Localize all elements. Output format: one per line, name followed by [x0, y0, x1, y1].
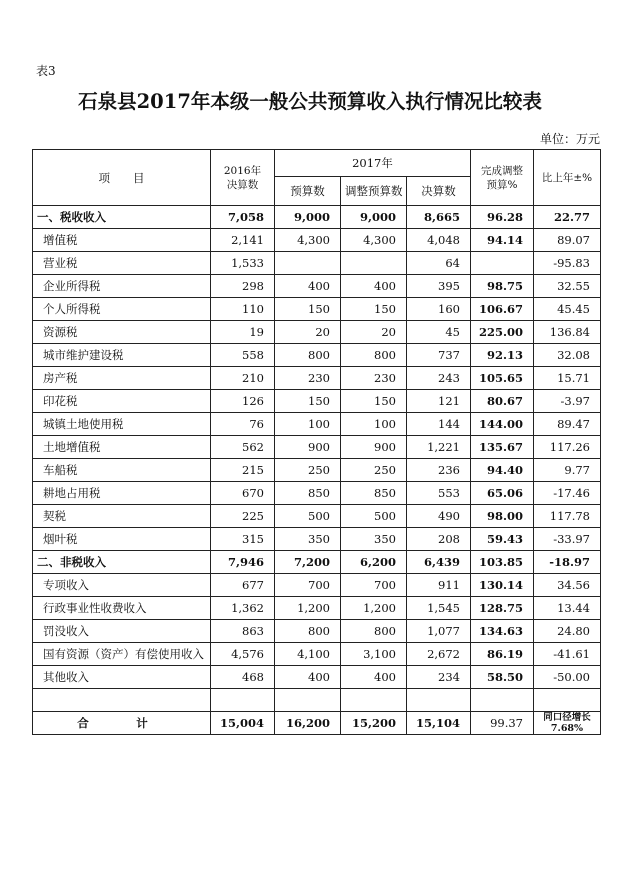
cell-actual: 1,077	[407, 620, 471, 643]
cell-actual: 737	[407, 344, 471, 367]
cell-change: 89.07	[534, 229, 601, 252]
cell-completion: 92.13	[471, 344, 534, 367]
total-y2016: 15,004	[211, 712, 275, 735]
cell-actual: 236	[407, 459, 471, 482]
cell-y2016: 863	[211, 620, 275, 643]
table-row	[33, 321, 601, 344]
row-item-name: 耕地占用税	[33, 482, 211, 505]
table-row	[33, 436, 601, 459]
table-row	[33, 528, 601, 551]
cell-budget: 400	[275, 666, 341, 689]
header-item: 项 目	[33, 150, 211, 206]
cell-adjusted: 800	[341, 344, 407, 367]
cell-actual: 4,048	[407, 229, 471, 252]
total-budget: 16,200	[275, 712, 341, 735]
cell-completion: 96.28	[471, 206, 534, 229]
cell-y2016: 7,946	[211, 551, 275, 574]
cell-actual: 8,665	[407, 206, 471, 229]
header-2016-final	[211, 150, 275, 206]
cell-completion: 94.14	[471, 229, 534, 252]
cell-adjusted: 800	[341, 620, 407, 643]
row-item-name: 国有资源（资产）有偿使用收入	[33, 643, 211, 666]
cell-change: 45.45	[534, 298, 601, 321]
row-item-name: 烟叶税	[33, 528, 211, 551]
cell-budget: 100	[275, 413, 341, 436]
cell-actual: 911	[407, 574, 471, 597]
cell-change: 117.78	[534, 505, 601, 528]
cell-actual: 234	[407, 666, 471, 689]
cell-budget: 700	[275, 574, 341, 597]
cell-budget: 20	[275, 321, 341, 344]
table-row	[33, 298, 601, 321]
empty-cell	[534, 689, 601, 712]
cell-change: -50.00	[534, 666, 601, 689]
cell-completion: 130.14	[471, 574, 534, 597]
empty-cell	[211, 689, 275, 712]
cell-budget: 250	[275, 459, 341, 482]
cell-y2016: 215	[211, 459, 275, 482]
cell-adjusted: 100	[341, 413, 407, 436]
cell-budget: 850	[275, 482, 341, 505]
header-row-1	[33, 150, 601, 177]
table-row	[33, 643, 601, 666]
cell-change: -33.97	[534, 528, 601, 551]
cell-y2016: 126	[211, 390, 275, 413]
header-2016-line2: 决算数	[226, 178, 259, 191]
cell-adjusted: 500	[341, 505, 407, 528]
row-item-name: 契税	[33, 505, 211, 528]
row-item-name: 资源税	[33, 321, 211, 344]
cell-completion: 144.00	[471, 413, 534, 436]
table-row	[33, 206, 601, 229]
cell-budget: 350	[275, 528, 341, 551]
cell-change: 9.77	[534, 459, 601, 482]
row-item-name: 车船税	[33, 459, 211, 482]
cell-budget: 9,000	[275, 206, 341, 229]
row-item-name: 二、非税收入	[33, 551, 211, 574]
cell-y2016: 558	[211, 344, 275, 367]
cell-change: 13.44	[534, 597, 601, 620]
total-row	[33, 712, 601, 735]
cell-budget: 900	[275, 436, 341, 459]
cell-actual: 395	[407, 275, 471, 298]
cell-adjusted: 230	[341, 367, 407, 390]
table-row	[33, 275, 601, 298]
row-item-name: 个人所得税	[33, 298, 211, 321]
cell-budget: 400	[275, 275, 341, 298]
header-change: 比上年±%	[534, 150, 601, 206]
empty-cell	[33, 689, 211, 712]
empty-row	[33, 689, 601, 712]
cell-adjusted: 9,000	[341, 206, 407, 229]
row-item-name: 印花税	[33, 390, 211, 413]
header-budget: 预算数	[275, 177, 341, 206]
cell-completion: 80.67	[471, 390, 534, 413]
cell-adjusted: 250	[341, 459, 407, 482]
table-row	[33, 367, 601, 390]
table-row	[33, 252, 601, 275]
cell-completion: 65.06	[471, 482, 534, 505]
header-adjusted: 调整预算数	[341, 177, 407, 206]
cell-change: -18.97	[534, 551, 601, 574]
cell-budget: 800	[275, 344, 341, 367]
table-row	[33, 459, 601, 482]
cell-budget: 800	[275, 620, 341, 643]
cell-completion: 98.00	[471, 505, 534, 528]
cell-y2016: 1,533	[211, 252, 275, 275]
cell-change: 24.80	[534, 620, 601, 643]
header-2016-line1: 2016年	[223, 164, 262, 177]
cell-budget: 7,200	[275, 551, 341, 574]
cell-budget: 1,200	[275, 597, 341, 620]
cell-actual: 64	[407, 252, 471, 275]
cell-adjusted: 900	[341, 436, 407, 459]
table-row	[33, 505, 601, 528]
cell-change: 32.55	[534, 275, 601, 298]
row-item-name: 房产税	[33, 367, 211, 390]
row-item-name: 增值税	[33, 229, 211, 252]
cell-adjusted: 400	[341, 275, 407, 298]
cell-budget: 150	[275, 298, 341, 321]
row-item-name: 企业所得税	[33, 275, 211, 298]
table-row	[33, 229, 601, 252]
cell-actual: 490	[407, 505, 471, 528]
cell-y2016: 468	[211, 666, 275, 689]
cell-completion: 58.50	[471, 666, 534, 689]
total-change-line1: 同口径增长	[543, 712, 591, 723]
header-completion	[471, 150, 534, 206]
page-title: 石泉县2017年本级一般公共预算收入执行情况比较表	[78, 90, 542, 113]
cell-adjusted: 20	[341, 321, 407, 344]
cell-actual: 6,439	[407, 551, 471, 574]
row-item-name: 营业税	[33, 252, 211, 275]
cell-change: -41.61	[534, 643, 601, 666]
cell-completion: 94.40	[471, 459, 534, 482]
header-completion-line2: 预算%	[486, 178, 518, 191]
cell-adjusted: 150	[341, 390, 407, 413]
cell-y2016: 2,141	[211, 229, 275, 252]
cell-adjusted	[341, 252, 407, 275]
cell-y2016: 670	[211, 482, 275, 505]
cell-completion: 59.43	[471, 528, 534, 551]
row-item-name: 罚没收入	[33, 620, 211, 643]
unit-label: 单位：万元	[539, 132, 600, 146]
cell-change: -95.83	[534, 252, 601, 275]
cell-adjusted: 400	[341, 666, 407, 689]
cell-change: 136.84	[534, 321, 601, 344]
cell-budget: 4,100	[275, 643, 341, 666]
cell-y2016: 298	[211, 275, 275, 298]
cell-completion: 86.19	[471, 643, 534, 666]
cell-budget	[275, 252, 341, 275]
cell-adjusted: 4,300	[341, 229, 407, 252]
cell-y2016: 76	[211, 413, 275, 436]
cell-actual: 121	[407, 390, 471, 413]
cell-change: 117.26	[534, 436, 601, 459]
cell-budget: 4,300	[275, 229, 341, 252]
cell-budget: 500	[275, 505, 341, 528]
cell-y2016: 110	[211, 298, 275, 321]
header-completion-line1: 完成调整	[481, 164, 523, 177]
header-actual: 决算数	[407, 177, 471, 206]
cell-adjusted: 6,200	[341, 551, 407, 574]
cell-y2016: 210	[211, 367, 275, 390]
cell-completion: 106.67	[471, 298, 534, 321]
empty-cell	[471, 689, 534, 712]
cell-adjusted: 1,200	[341, 597, 407, 620]
cell-actual: 1,221	[407, 436, 471, 459]
cell-completion: 103.85	[471, 551, 534, 574]
cell-adjusted: 350	[341, 528, 407, 551]
total-change-line2: 7.68%	[550, 723, 584, 734]
table-row	[33, 390, 601, 413]
table-row	[33, 344, 601, 367]
cell-completion: 105.65	[471, 367, 534, 390]
cell-y2016: 315	[211, 528, 275, 551]
cell-y2016: 225	[211, 505, 275, 528]
cell-change: 15.71	[534, 367, 601, 390]
empty-cell	[407, 689, 471, 712]
cell-adjusted: 150	[341, 298, 407, 321]
empty-cell	[341, 689, 407, 712]
cell-change: 22.77	[534, 206, 601, 229]
cell-y2016: 677	[211, 574, 275, 597]
cell-change: 32.08	[534, 344, 601, 367]
cell-actual: 144	[407, 413, 471, 436]
table-row	[33, 666, 601, 689]
table-row	[33, 574, 601, 597]
cell-actual: 45	[407, 321, 471, 344]
cell-completion: 128.75	[471, 597, 534, 620]
cell-actual: 208	[407, 528, 471, 551]
cell-actual: 1,545	[407, 597, 471, 620]
table-row	[33, 620, 601, 643]
cell-adjusted: 850	[341, 482, 407, 505]
cell-budget: 230	[275, 367, 341, 390]
row-item-name: 专项收入	[33, 574, 211, 597]
table-number: 表3	[36, 64, 56, 78]
cell-completion: 225.00	[471, 321, 534, 344]
cell-adjusted: 3,100	[341, 643, 407, 666]
empty-cell	[275, 689, 341, 712]
table-row	[33, 597, 601, 620]
cell-adjusted: 700	[341, 574, 407, 597]
row-item-name: 城市维护建设税	[33, 344, 211, 367]
cell-y2016: 562	[211, 436, 275, 459]
total-actual: 15,104	[407, 712, 471, 735]
total-adjusted: 15,200	[341, 712, 407, 735]
row-item-name: 其他收入	[33, 666, 211, 689]
cell-completion: 134.63	[471, 620, 534, 643]
cell-y2016: 1,362	[211, 597, 275, 620]
cell-actual: 2,672	[407, 643, 471, 666]
row-item-name: 城镇土地使用税	[33, 413, 211, 436]
cell-y2016: 19	[211, 321, 275, 344]
revenue-table	[32, 149, 601, 735]
cell-completion: 98.75	[471, 275, 534, 298]
cell-change: -17.46	[534, 482, 601, 505]
cell-y2016: 4,576	[211, 643, 275, 666]
cell-budget: 150	[275, 390, 341, 413]
cell-change: 34.56	[534, 574, 601, 597]
cell-completion	[471, 252, 534, 275]
table-row	[33, 551, 601, 574]
cell-actual: 160	[407, 298, 471, 321]
cell-actual: 553	[407, 482, 471, 505]
total-completion: 99.37	[471, 712, 534, 735]
cell-actual: 243	[407, 367, 471, 390]
table-row	[33, 413, 601, 436]
total-change	[534, 712, 601, 735]
table-row	[33, 482, 601, 505]
cell-change: -3.97	[534, 390, 601, 413]
row-item-name: 行政事业性收费收入	[33, 597, 211, 620]
row-item-name: 土地增值税	[33, 436, 211, 459]
cell-y2016: 7,058	[211, 206, 275, 229]
cell-completion: 135.67	[471, 436, 534, 459]
total-label: 合 计	[33, 712, 211, 735]
cell-change: 89.47	[534, 413, 601, 436]
header-2017: 2017年	[275, 150, 471, 177]
row-item-name: 一、税收收入	[33, 206, 211, 229]
